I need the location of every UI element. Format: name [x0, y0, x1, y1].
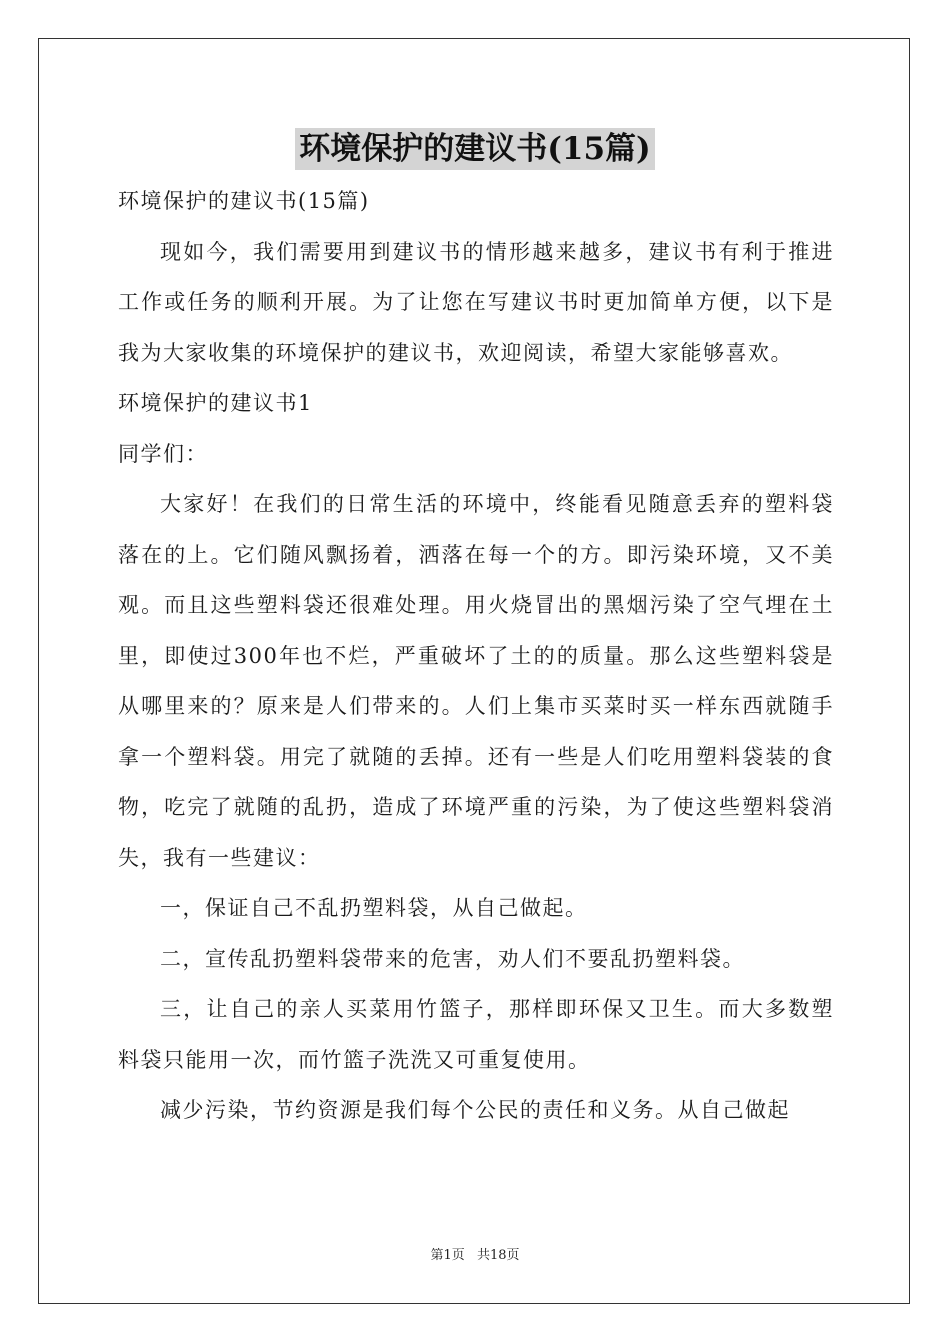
salutation: 同学们：: [118, 441, 208, 466]
closing-paragraph: 减少污染，节约资源是我们每个公民的责任和义务。从自己做起: [160, 1098, 790, 1122]
suggestion-item: 三，让自己的亲人买菜用竹篮子，那样即环保又卫生。而大多数塑料袋只能用一次，而竹篮子洗洗又可重复使用。: [118, 997, 834, 1072]
page-footer: [0, 1246, 950, 1266]
document-title: 环境保护的建议书(15篇): [295, 128, 654, 170]
intro-paragraph: 现如今，我们需要用到建议书的情形越来越多，建议书有利于推进工作或任务的顺利开展。为了让您在写建议书时更加简单方便，以下是我为大家收集的环境保护的建议书，欢迎阅读，希望大家能够喜欢。: [118, 239, 834, 365]
suggestion-item: 二，宣传乱扔塑料袋带来的危害，劝人们不要乱扔塑料袋。: [160, 946, 745, 971]
document-body: [118, 176, 834, 1136]
document-subtitle: 环境保护的建议书(15篇): [118, 189, 370, 213]
page-number: 第1页: [430, 1248, 465, 1263]
page-total: 共18页: [476, 1248, 520, 1263]
section-heading: 环境保护的建议书1: [118, 391, 313, 415]
title-container: [0, 128, 950, 170]
suggestion-item: 一，保证自己不乱扔塑料袋，从自己做起。: [160, 896, 588, 920]
body-paragraph: 大家好！在我们的日常生活的环境中，终能看见随意丢弃的塑料袋落在的上。它们随风飘扬着，洒落在每一个的方。即污染环境，又不美观。而且这些塑料袋还很难处理。用火烧冒出的黑烟污染了空气埋在土里，即使过300年也不烂，严重破坏了土的的质量。那么这些塑料袋是从哪里来的？原来是人们带来的。人们上集市买菜时买一样东西就随手拿一个塑料袋。用完了就随的丢掉。还有一些是人们吃用塑料袋装的食物，吃完了就随的乱扔，造成了环境严重的污染，为了使这些塑料袋消失，我有一些建议：: [118, 492, 834, 870]
